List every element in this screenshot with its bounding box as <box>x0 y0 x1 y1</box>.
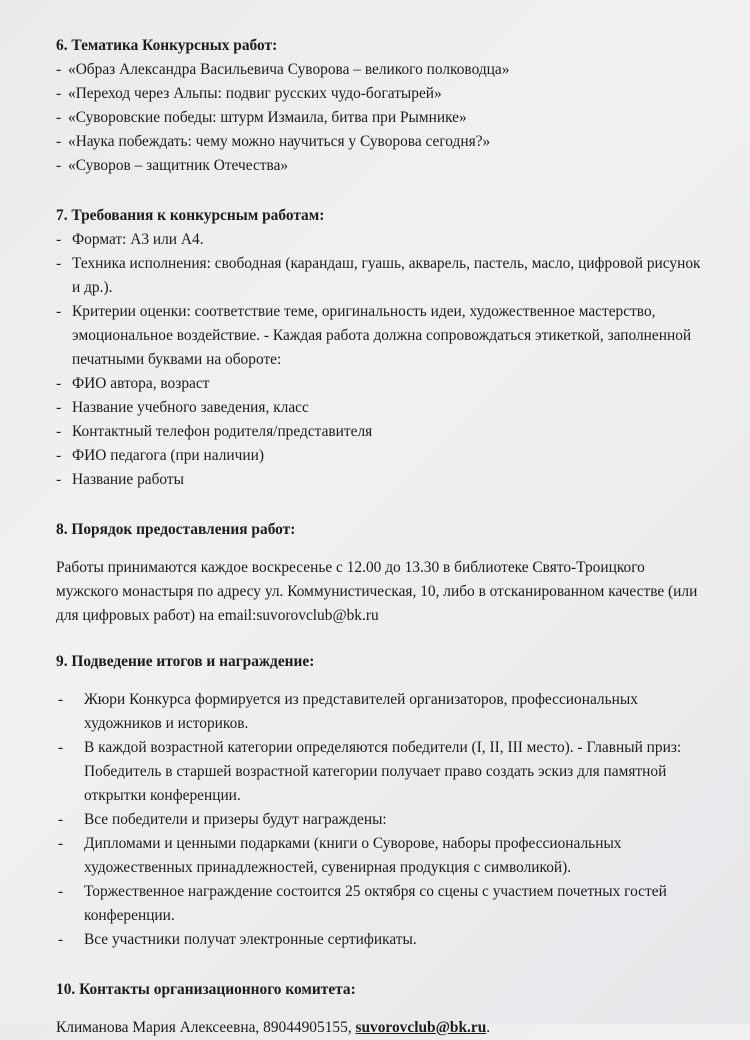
list-item: - Контактный телефон родителя/представителя <box>56 420 710 444</box>
list-item: - Все победители и призеры будут награждены: <box>56 808 710 832</box>
section-6 <box>56 34 710 178</box>
list-item: - Жюри Конкурса формируется из представителей организаторов, профессиональных художников и историков. <box>56 688 710 736</box>
list-item: - Название работы <box>56 468 710 492</box>
list-item: - В каждой возрастной категории определяются победители (I, II, III место). - Главный приз: Победитель в старшей возрастной категории получает право создать эскиз для памятной открытки конференции. <box>56 736 710 808</box>
list-item: - ФИО педагога (при наличии) <box>56 444 710 468</box>
section-6-heading: 6. Тематика Конкурсных работ: <box>56 37 278 54</box>
section-10 <box>56 978 710 1040</box>
list-item: - «Суворовские победы: штурм Измаила, битва при Рымнике» <box>56 106 710 130</box>
list-item: - «Переход через Альпы: подвиг русских чудо-богатырей» <box>56 82 710 106</box>
contact-text: Климанова Мария Алексеевна, 89044905155, <box>56 1019 356 1036</box>
section-7 <box>56 204 710 492</box>
section-7-list <box>56 228 710 492</box>
section-7-heading: 7. Требования к конкурсным работам: <box>56 207 325 224</box>
list-item: - Все участники получат электронные сертификаты. <box>56 928 710 952</box>
section-8-heading: 8. Порядок предоставления работ: <box>56 521 296 538</box>
section-8 <box>56 518 710 628</box>
section-9 <box>56 650 710 952</box>
list-item: - Название учебного заведения, класс <box>56 396 710 420</box>
list-item: - Формат: А3 или А4. <box>56 228 710 252</box>
contact-email-link[interactable]: suvorovclub@bk.ru <box>355 1019 487 1036</box>
section-6-list <box>56 58 710 178</box>
section-8-text: Работы принимаются каждое воскресенье с 12.00 до 13.30 в библиотеке Свято-Троицкого мужского монастыря по адресу ул. Коммунистическая, 10, либо в отсканированном качестве (или для цифровых работ) на email:suvorovclub@bk.ru <box>56 559 698 624</box>
list-item: - Критерии оценки: соответствие теме, оригинальность идеи, художественное мастерство, эмоциональное воздействие. - Каждая работа должна сопровождаться этикеткой, заполненной печатными буквами на обороте: <box>56 300 710 372</box>
section-9-heading: 9. Подведение итогов и награждение: <box>56 653 315 670</box>
list-item: - «Образ Александра Васильевича Суворова – великого полководца» <box>56 58 710 82</box>
list-item: - Дипломами и ценными подарками (книги о Суворове, наборы профессиональных художественных принадлежностей, сувенирная продукция с символикой). <box>56 832 710 880</box>
contact-line <box>56 1016 710 1040</box>
contact-end: . <box>486 1019 491 1036</box>
section-10-heading: 10. Контакты организационного комитета: <box>56 981 356 998</box>
section-9-list <box>56 688 710 952</box>
list-item: - «Суворов – защитник Отечества» <box>56 154 710 178</box>
list-item: - ФИО автора, возраст <box>56 372 710 396</box>
list-item: - «Наука побеждать: чему можно научиться у Суворова сегодня?» <box>56 130 710 154</box>
list-item: - Техника исполнения: свободная (карандаш, гуашь, акварель, пастель, масло, цифровой рисунок и др.). <box>56 252 710 300</box>
list-item: - Торжественное награждение состоится 25 октября со сцены с участием почетных гостей конференции. <box>56 880 710 928</box>
